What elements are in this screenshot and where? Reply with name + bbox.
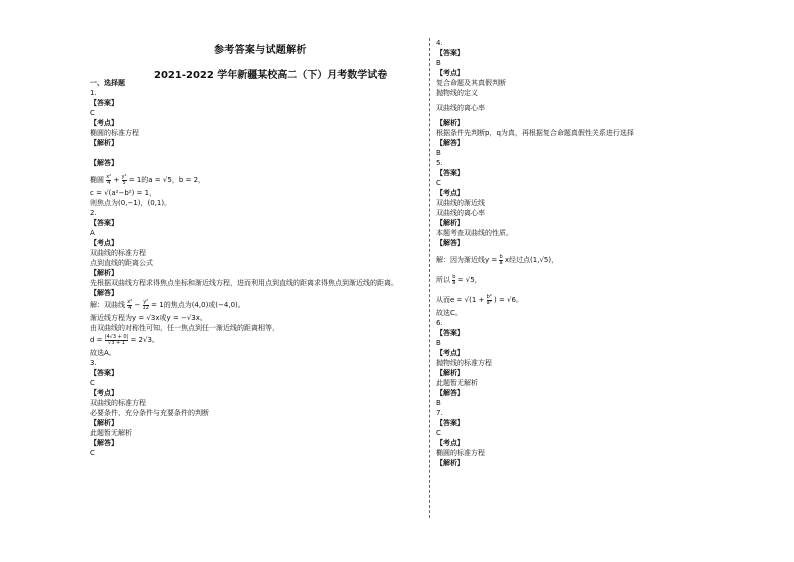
q5-solution-line-1 <box>436 253 766 268</box>
q2-solution-line-3: 由双曲线的对称性可知，任一焦点到任一渐近线的距离相等， <box>90 324 279 332</box>
q1-answer: C <box>90 109 95 117</box>
q2-solution-line-5: 故选A。 <box>90 349 116 357</box>
q5-l3-num: b² <box>486 293 492 300</box>
q5-l2-den: a <box>452 279 456 286</box>
right-column <box>436 38 766 468</box>
q3-answer: C <box>90 379 95 387</box>
q2-dist-fraction <box>105 335 128 346</box>
q6-answer-label: 【答案】 <box>436 329 464 337</box>
q1-kaodian-item: 椭圆的标准方程 <box>90 129 139 137</box>
q7-answer-label: 【答案】 <box>436 419 464 427</box>
q6-kaodian-label: 【考点】 <box>436 349 464 357</box>
q5-l1-den: a <box>499 259 503 266</box>
q5-l1-num: b <box>499 253 503 260</box>
q3-kaodian-item: 必要条件、充分条件与充要条件的判断 <box>90 409 209 417</box>
exam-title: 2021-2022 学年新疆某校高二（下）月考数学试卷 <box>154 70 388 81</box>
q4-jiexi-text: 根据条件先判断p，q为真，再根据复合命题真假性关系进行选择 <box>436 129 634 137</box>
q7-kaodian-item: 椭圆的标准方程 <box>436 449 485 457</box>
q5-l2-suffix: = √5， <box>457 276 482 284</box>
q2-jiexi-label: 【解析】 <box>90 269 118 277</box>
q6-kaodian-item: 抛物线的标准方程 <box>436 359 492 367</box>
q2-dist-prefix: d = <box>90 336 105 344</box>
q5-kaodian-item: 双曲线的渐近线 <box>436 199 485 207</box>
q5-l1-prefix: 解：因为渐近线y = <box>436 256 500 264</box>
q2-jieda-label: 【解答】 <box>90 289 118 297</box>
q7-number: 7. <box>436 409 443 417</box>
q2-solution-line-4 <box>90 333 420 348</box>
q1-solution-line-3: 则焦点为(0,−1)，(0,1)。 <box>90 199 172 207</box>
q6-answer: B <box>436 339 441 347</box>
q4-number: 4. <box>436 39 443 47</box>
section-heading: 一、选择题 <box>90 79 125 87</box>
q2-kaodian-item: 双曲线的标准方程 <box>90 249 146 257</box>
q3-answer-label: 【答案】 <box>90 369 118 377</box>
q2-solution-line-1 <box>90 298 420 313</box>
q3-jiexi-text: 此题暂无解析 <box>90 429 132 437</box>
q1-solution-line-2: c = √(a²−b²) = 1， <box>90 189 157 197</box>
q2-answer-label: 【答案】 <box>90 219 118 227</box>
q5-jiexi-label: 【解析】 <box>436 219 464 227</box>
q2-eq-minus: − <box>134 301 141 309</box>
q2-jiexi-text: 先根据双曲线方程求得焦点坐标和渐近线方程，进而利用点到直线的距离求得焦点到渐近线的距离。 <box>90 279 398 287</box>
q3-jiexi-label: 【解析】 <box>90 419 118 427</box>
q6-jieda-text: B <box>436 399 441 407</box>
q4-kaodian-item: 双曲线的离心率 <box>436 104 485 112</box>
q6-jieda-label: 【解答】 <box>436 389 464 397</box>
q2-dist-suffix: = 2√3。 <box>130 336 159 344</box>
q7-kaodian-label: 【考点】 <box>436 439 464 447</box>
q5-l3-prefix: 从而e = √(1 + <box>436 296 487 304</box>
q5-jiexi-text: 本题考查双曲线的性质。 <box>436 229 513 237</box>
q5-l3-fraction <box>487 295 492 306</box>
q4-kaodian-label: 【考点】 <box>436 69 464 77</box>
q1-frac2-den: 5 <box>122 179 126 186</box>
q5-number: 5. <box>436 159 443 167</box>
q1-answer-label: 【答案】 <box>90 99 118 107</box>
q4-kaodian-item: 抛物线的定义 <box>436 89 478 97</box>
q4-answer: B <box>436 59 441 67</box>
q5-l2-num: b <box>452 273 456 280</box>
q1-frac2-num: y² <box>121 173 127 180</box>
q5-answer: C <box>436 179 441 187</box>
q1-jiexi-label: 【解析】 <box>90 139 118 147</box>
q2-eq-prefix: 解：双曲线 <box>90 301 125 309</box>
q3-number: 3. <box>90 359 97 367</box>
q2-dist-num: |4√3 + 0| <box>104 333 129 340</box>
q5-l2-prefix: 所以 <box>436 276 450 284</box>
q2-eq-suffix: = 1的焦点为(4,0)或(−4,0)。 <box>151 301 245 309</box>
left-column <box>90 78 420 458</box>
q5-answer-label: 【答案】 <box>436 169 464 177</box>
q5-l2-fraction <box>452 275 455 286</box>
q1-kaodian-label: 【考点】 <box>90 119 118 127</box>
q1-fraction-1 <box>106 175 111 186</box>
q1-number: 1. <box>90 89 97 97</box>
q5-solution-line-2 <box>436 273 766 288</box>
q1-frac1-den: 4 <box>107 179 111 186</box>
q5-l1-suffix: x经过点(1,√5)， <box>504 256 559 264</box>
q1-fraction-2 <box>122 175 127 186</box>
q1-solution-line-1 <box>90 173 420 188</box>
q2-frac2-den: 12 <box>142 304 149 311</box>
q6-jiexi-label: 【解析】 <box>436 369 464 377</box>
page-title: 参考答案与试题解析 <box>214 45 307 56</box>
q6-number: 6. <box>436 319 443 327</box>
q2-fraction-2 <box>143 300 149 311</box>
q3-jieda-label: 【解答】 <box>90 439 118 447</box>
q5-jieda-label: 【解答】 <box>436 239 464 247</box>
q5-l1-fraction <box>499 255 502 266</box>
q4-answer-label: 【答案】 <box>436 49 464 57</box>
q1-eq-prefix: 椭圆 <box>90 176 104 184</box>
q2-answer: A <box>90 229 95 237</box>
q1-frac1-num: x² <box>106 173 112 180</box>
q3-jieda-text: C <box>90 449 95 457</box>
q2-frac2-num: y² <box>143 298 149 305</box>
q4-jiexi-label: 【解析】 <box>436 119 464 127</box>
q3-kaodian-label: 【考点】 <box>90 389 118 397</box>
q4-kaodian-item: 复合命题及其真假判断 <box>436 79 506 87</box>
q5-kaodian-label: 【考点】 <box>436 189 464 197</box>
q2-frac1-num: x² <box>127 298 133 305</box>
q1-eq-suffix: = 1的a = √5，b = 2， <box>128 176 206 184</box>
q2-dist-den: √3 + 1 <box>108 339 125 346</box>
q2-kaodian-item: 点到直线的距离公式 <box>90 259 153 267</box>
q5-solution-line-4: 故选C。 <box>436 309 462 317</box>
q4-jieda-label: 【解答】 <box>436 139 464 147</box>
q3-kaodian-item: 双曲线的标准方程 <box>90 399 146 407</box>
q7-jiexi-label: 【解析】 <box>436 459 464 467</box>
q2-frac1-den: 4 <box>128 304 132 311</box>
q4-jieda-text: B <box>436 149 441 157</box>
column-divider <box>429 38 430 518</box>
q1-jieda-label: 【解答】 <box>90 159 118 167</box>
q5-kaodian-item: 双曲线的离心率 <box>436 209 485 217</box>
q7-answer: C <box>436 429 441 437</box>
q6-jiexi-text: 此题暂无解析 <box>436 379 478 387</box>
q2-number: 2. <box>90 209 97 217</box>
q2-kaodian-label: 【考点】 <box>90 239 118 247</box>
q5-l3-suffix: ) = √6。 <box>494 296 523 304</box>
q5-l3-den: a² <box>486 299 492 306</box>
q2-fraction-1 <box>127 300 132 311</box>
q1-eq-plus: + <box>113 176 120 184</box>
q5-solution-line-3 <box>436 293 766 308</box>
q2-solution-line-2: 渐近线方程为y = √3x或y = −√3x。 <box>90 314 207 322</box>
